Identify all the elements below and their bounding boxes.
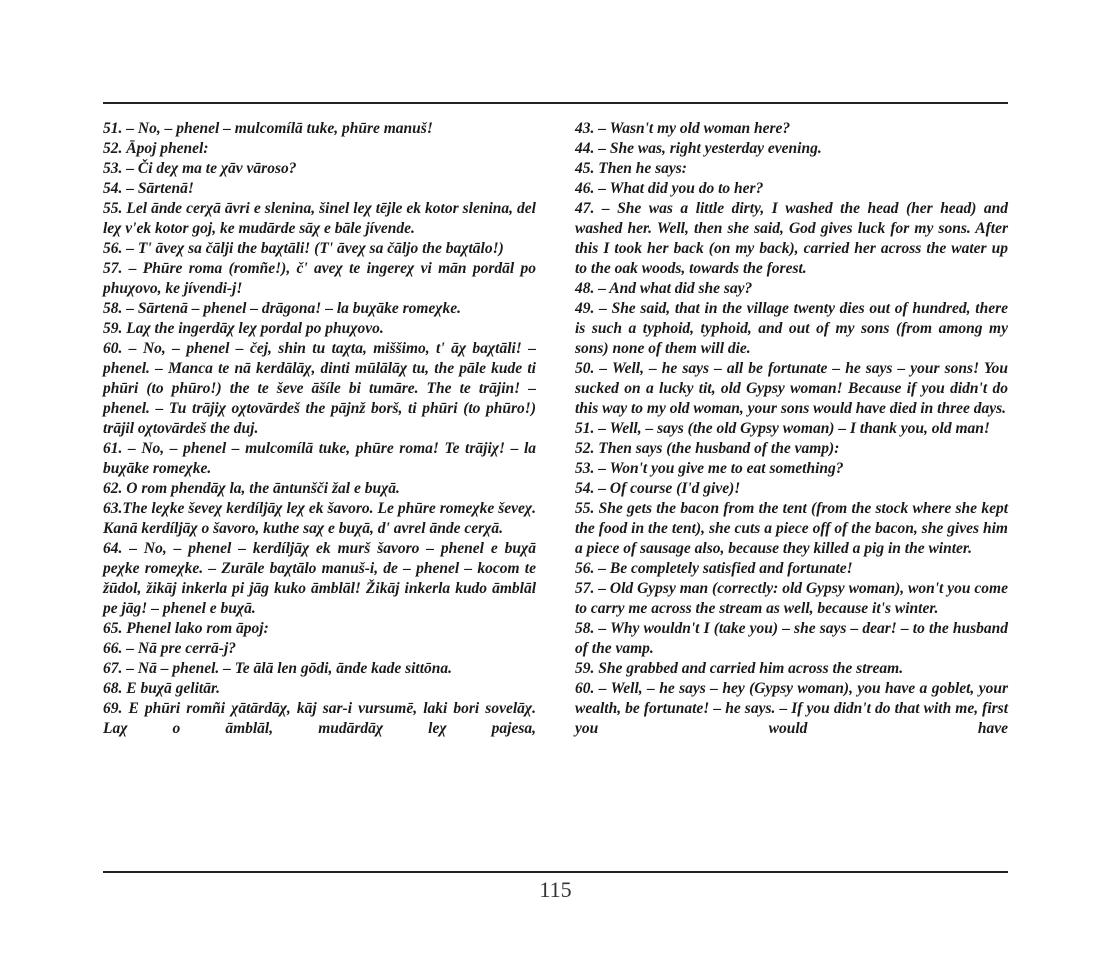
paragraph: 58. – Sārtenā – phenel – drāgona! – la buχāke romeχke. (103, 300, 462, 317)
right-column (575, 119, 1008, 739)
paragraph: 54. – Of course (I'd give)! (575, 480, 741, 497)
paragraph: 53. – Či deχ ma te χāv vāroso? (103, 160, 297, 177)
paragraph: 59. She grabbed and carried him across the stream. (575, 660, 904, 677)
paragraph: 46. – What did you do to her? (575, 180, 764, 197)
paragraph: 55. She gets the bacon from the tent (from the stock where she kept the food in the tent), she cuts a piece off of the bacon, she gives him a piece of sausage also, because they killed a pig in the winter. (575, 500, 1008, 557)
paragraph: 52. Āpoj phenel: (103, 140, 209, 157)
paragraph: 56. – T' āveχ sa čālji the baχtāli! (T' āveχ sa čāljo the baχtālo!) (103, 240, 504, 257)
paragraph: 66. – Nā pre cerrā-j? (103, 640, 237, 657)
paragraph: 68. E buχā gelitār. (103, 680, 221, 697)
paragraph: 53. – Won't you give me to eat something? (575, 460, 844, 477)
paragraph: 58. – Why wouldn't I (take you) – she says – dear! – to the husband of the vamp. (575, 620, 1008, 657)
paragraph: 48. – And what did she say? (575, 280, 753, 297)
paragraph: 56. – Be completely satisfied and fortunate! (575, 560, 853, 577)
paragraph: 63.The leχke ševeχ kerdíljāχ leχ ek šavoro. Le phūre romeχke ševeχ. Kanā kerdíljāχ o šavoro, kuthe saχ e buχā, d' avrel ānde cerχā. (103, 500, 536, 537)
paragraph: 69. E phūri romñi χātārdāχ, kāj sar-i vursumē, laki bori sovelāχ. Laχ o āmblāl, mudārdāχ leχ pajesa, (103, 700, 536, 737)
paragraph: 51. – Well, – says (the old Gypsy woman) – I thank you, old man! (575, 420, 990, 437)
paragraph: 60. – No, – phenel – čej, shin tu taχta, miššimo, t' āχ baχtāli! – phenel. – Manca te nā kerdālāχ, dinti mūlālāχ tu, the pāle kude ti phūri (to phūro!) the te ševe āšíle bi tumāre. The te trājin! – phenel. – Tu trājiχ oχtovārdeš the pājnž borš, ti phūri (to phūro!) trājil oχtovārdeš the duj. (103, 340, 536, 437)
paragraph: 62. O rom phendāχ la, the āntunšči žal e buχā. (103, 480, 400, 497)
paragraph: 49. – She said, that in the village twenty dies out of hundred, there is such a typhoid, typhoid, and out of my sons (from among my sons) none of them will die. (575, 300, 1008, 357)
paragraph: 64. – No, – phenel – kerdíljāχ ek murš šavoro – phenel e buχā peχke romeχke. – Zurāle baχtālo manuš-i, de – phenel – kocom te žūdol, žikāj inkerla pi jāg kuko āmblāl! Žikāj inkerla kudo āmblāl pe jāg! – phenel e buχā. (103, 540, 536, 617)
top-rule (103, 102, 1008, 104)
left-column (103, 119, 536, 739)
page-number: 115 (539, 877, 572, 902)
paragraph: 61. – No, – phenel – mulcomílā tuke, phūre roma! Te trājiχ! – la buχāke romeχke. (103, 440, 536, 477)
paragraph: 60. – Well, – he says – hey (Gypsy woman), you have a goblet, your wealth, be fortunate! – he says. – If you didn't do that with me, first you would have (575, 680, 1008, 737)
paragraph: 59. Laχ the ingerdāχ leχ pordal po phuχovo. (103, 320, 384, 337)
paragraph: 54. – Sārtenā! (103, 180, 194, 197)
bottom-rule (103, 871, 1008, 873)
paragraph: 57. – Old Gypsy man (correctly: old Gypsy woman), won't you come to carry me across the stream as well, because it's winter. (575, 580, 1008, 617)
paragraph: 50. – Well, – he says – all be fortunate – he says – your sons! You sucked on a lucky tit, old Gypsy woman! Because if you didn't do this way to my old woman, your sons would have died in three days. (575, 360, 1008, 417)
paragraph: 65. Phenel lako rom āpoj: (103, 620, 269, 637)
paragraph: 57. – Phūre roma (romñe!), č' aveχ te ingereχ vi mān pordāl po phuχovo, ke jívendi-j! (103, 260, 536, 297)
paragraph: 51. – No, – phenel – mulcomílā tuke, phūre manuš! (103, 120, 433, 137)
paragraph: 47. – She was a little dirty, I washed the head (her head) and washed her. Well, then she said, God gives luck for my sons. After this I took her back (on my back), carried her across the water up to the oak woods, towards the forest. (575, 200, 1008, 277)
paragraph: 52. Then says (the husband of the vamp): (575, 440, 840, 457)
paragraph: 55. Lel ānde cerχā āvri e slenina, šinel leχ tējle ek kotor slenina, del leχ v'ek kotor goj, ke mudārde sāχ e bāle jívende. (103, 200, 536, 237)
paragraph: 43. – Wasn't my old woman here? (575, 120, 791, 137)
paragraph: 45. Then he says: (575, 160, 687, 177)
paragraph: 44. – She was, right yesterday evening. (575, 140, 822, 157)
paragraph: 67. – Nā – phenel. – Te ālā len gōdi, ānde kade sittōna. (103, 660, 453, 677)
